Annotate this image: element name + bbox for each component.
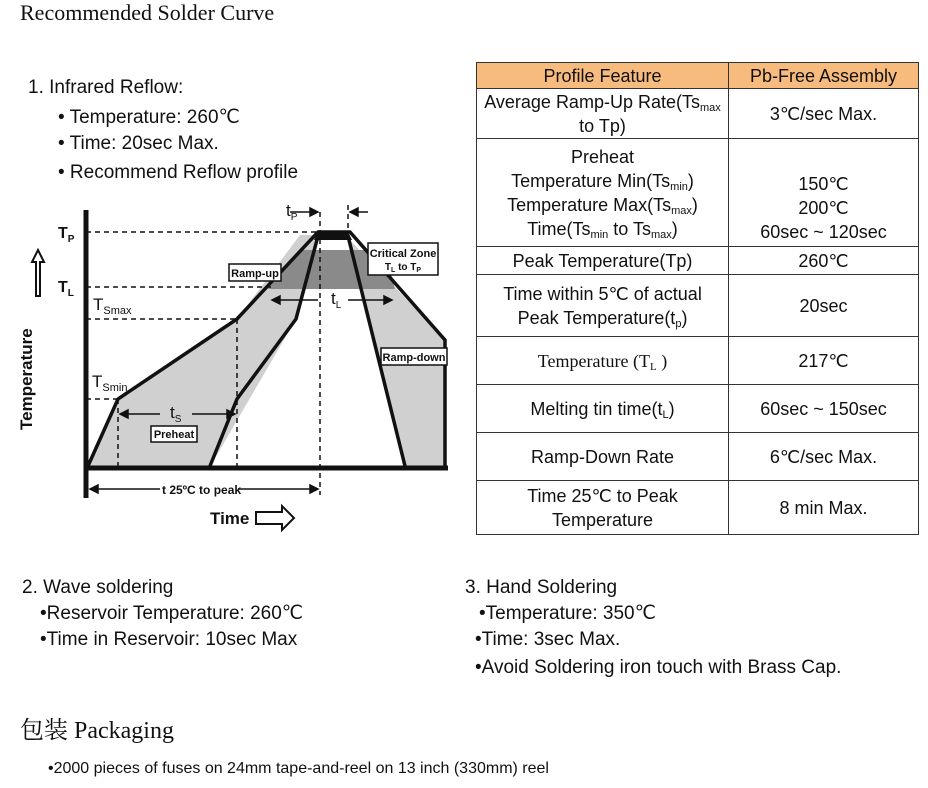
ramp-up-label: Ramp-up xyxy=(231,268,279,280)
table-row xyxy=(477,337,919,385)
tl-axis-label: $T_L$ xyxy=(58,279,74,299)
infrared-temperature: • Temperature: 260℃ xyxy=(58,107,240,128)
table-row xyxy=(477,385,919,433)
feature-cell: Time 25℃ to Peak Temperature xyxy=(477,481,729,535)
hand-time: •Time: 3sec Max. xyxy=(475,629,621,650)
value-cell: 260℃ xyxy=(729,247,919,275)
header-pb-free-assembly: Pb-Free Assembly xyxy=(729,63,919,89)
feature-cell: Average Ramp-Up $Rate(Ts_{max}$ to Tp) xyxy=(477,89,729,139)
hand-temperature: •Temperature: 350℃ xyxy=(479,603,656,624)
peak-time-label: t 25ºC to peak xyxy=(162,483,242,497)
reflow-profile-table xyxy=(476,62,919,535)
time-axis-title: Time xyxy=(210,509,250,528)
wave-heading: 2. Wave soldering xyxy=(22,577,174,598)
table-row xyxy=(477,139,919,247)
hand-avoid: •Avoid Soldering iron touch with Brass Cap. xyxy=(475,657,842,678)
reflow-curve-diagram xyxy=(0,0,470,540)
hand-soldering-section xyxy=(465,575,841,681)
up-arrow-icon xyxy=(32,250,44,296)
right-arrow-icon xyxy=(256,506,294,530)
feature-cell: Temperature ($T_L$ ) xyxy=(477,337,729,385)
table-header-row xyxy=(477,63,919,89)
feature-cell: Melting tin $time(t_L)$ xyxy=(477,385,729,433)
page-title: Recommended Solder Curve xyxy=(20,0,275,25)
tl-time-label: $t_L$ xyxy=(331,289,342,311)
value-cell: 6℃/sec Max. xyxy=(729,433,919,481)
table-row xyxy=(477,247,919,275)
header-profile-feature: Profile Feature xyxy=(477,63,729,89)
value-cell: 8 min Max. xyxy=(729,481,919,535)
tsmax-label: $T_{Smax}$ xyxy=(93,295,132,317)
tsmin-label: $T_{Smin}$ xyxy=(92,372,128,394)
ts-time-label: $t_S$ xyxy=(170,403,182,425)
tp-time-label: $t_P$ xyxy=(286,201,298,223)
feature-cell: Ramp-Down Rate xyxy=(477,433,729,481)
wave-soldering-section xyxy=(22,575,303,653)
infrared-heading: 1. Infrared Reflow: xyxy=(28,77,184,98)
value-cell: 60sec ~ 150sec xyxy=(729,385,919,433)
ramp-down-label: Ramp-down xyxy=(382,352,446,364)
infrared-time: • Time: 20sec Max. xyxy=(58,133,219,154)
value-cell: 3℃/sec Max. xyxy=(729,89,919,139)
critical-zone-label: Critical Zone xyxy=(369,248,437,260)
feature-cell: Preheat Temperature $Min(Ts_{min})$ Temperature $Max(Ts_{max})$ $Time(Ts_{min}$ to $Ts_{max}$) xyxy=(477,139,729,247)
value-cell: 150℃ 200℃ 60sec ~ 120sec xyxy=(729,139,919,247)
packaging-line: •2000 pieces of fuses on 24mm tape-and-reel on 13 inch (330mm) reel xyxy=(48,760,549,777)
table-row xyxy=(477,433,919,481)
value-cell: 20sec xyxy=(729,275,919,337)
wave-reservoir-time: •Time in Reservoir: 10sec Max xyxy=(40,629,298,650)
feature-cell: Peak Temperature(Tp) xyxy=(477,247,729,275)
critical-zone-range: $T_L$ to $T_P$ xyxy=(384,262,422,274)
feature-cell: Time within 5℃ of actual Peak $Temperature(t_p)$ xyxy=(477,275,729,337)
packaging-title: 包装 Packaging xyxy=(20,718,174,744)
temperature-axis-title: Temperature xyxy=(17,328,36,430)
wave-reservoir-temp: •Reservoir Temperature: 260℃ xyxy=(40,603,304,624)
table-row xyxy=(477,89,919,139)
tp-axis-label: $T_P$ xyxy=(58,225,75,245)
infrared-recommend: • Recommend Reflow profile xyxy=(58,162,299,183)
value-cell: 217℃ xyxy=(729,337,919,385)
table-row xyxy=(477,481,919,535)
hand-heading: 3. Hand Soldering xyxy=(465,577,618,598)
preheat-label: Preheat xyxy=(153,429,195,441)
table-row xyxy=(477,275,919,337)
